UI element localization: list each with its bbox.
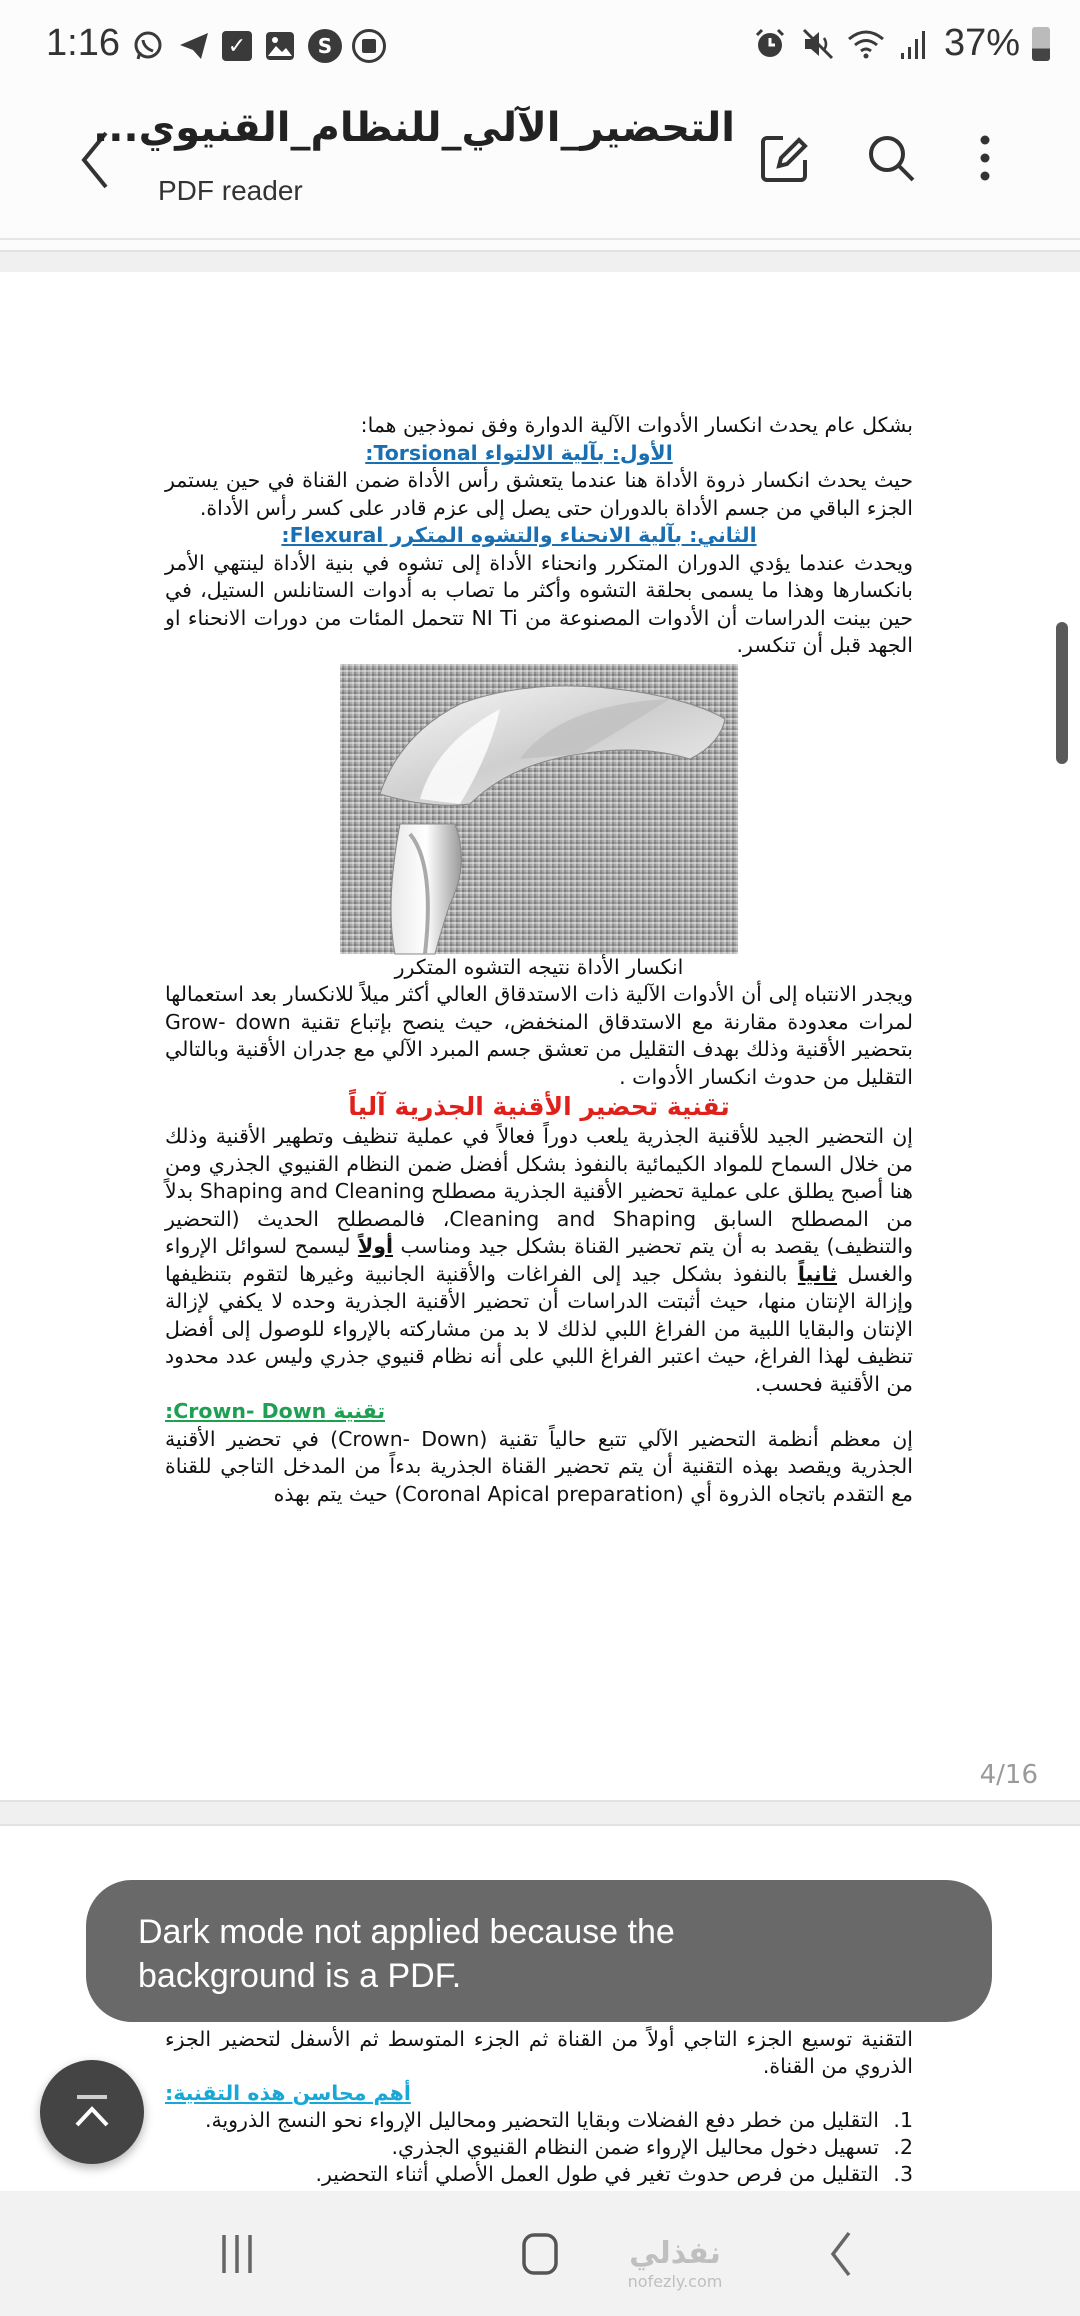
list-number: 2.: [893, 2135, 913, 2159]
taper-paragraph: ويجدر الانتباه إلى أن الأدوات الآلية ذات الاستدقاق العالي أكثر ميلاً للانكسار بعد استعمالها لمرات معدودة مقارنة مع الاستدقاق المنخفض، حيث ينصح بإتباع تقنية Grow- down بتحضير الأقنية وذلك بهدف التقليل من تعشق جسم المبرد الآلي مع جدران الأقنية وبالتالي التقليل من حدوث انكسار الأدوات .: [165, 982, 913, 1089]
recent-apps-icon: [212, 2229, 262, 2279]
mute-icon: [800, 26, 836, 62]
page-gap: [0, 1800, 1080, 1826]
list-item: [165, 2161, 913, 2188]
home-icon: [515, 2229, 565, 2279]
flexural-paragraph: ويحدث عندما يؤدي الدوران المتكرر وانحناء الأداة إلى تشوه في بنية الأداة لينتهي الأمر بانكسارها وهذا ما يسمى بحلقة التشوه وأكثر ما تصاب به أدوات الستانلس الستيل، في حين بينت الدراسات أن الأدوات المصنوعة من NI Ti تتحمل المئات من دورات الانحناء او الجهد قبل أن تنكسر.: [165, 550, 914, 657]
watermark-logo: نفذلي: [629, 2236, 721, 2271]
telegram-icon: [176, 28, 212, 64]
app-bar-divider: [0, 238, 1080, 240]
list-item: [165, 2107, 913, 2134]
battery-icon: [1032, 27, 1050, 61]
second-label: ثانياً: [797, 1261, 838, 1286]
first-label: أولاً: [357, 1234, 393, 1258]
heading-crown-down: تقنية Crown- Down:: [165, 1399, 386, 1423]
list-number: 3.: [893, 2162, 913, 2186]
signal-icon: [896, 26, 932, 62]
toast-notification: [86, 1880, 992, 2022]
pdf-page: [0, 272, 1080, 1800]
page-indicator: 4/16: [979, 1760, 1038, 1790]
status-time: 1:16: [46, 22, 120, 64]
home-button[interactable]: [500, 2219, 580, 2289]
recent-apps-button[interactable]: [197, 2219, 277, 2289]
app-subtitle: PDF reader: [158, 175, 303, 206]
status-bar: [0, 0, 1080, 95]
preparation-text-c: بالنفوذ بشكل جيد إلى الفراغات والأقنية الجانبية وغيرها لتقوم بتنظيفها وإزالة الإنتان منها، حيث أثبتت الدراسات أن تحضير الأقنية الجذرية وحده لا يكفي لإزالة الإنتان والبقايا اللبية من الفراغ اللبي لذلك لا بد من مشاركته بالإرواء للوصول إلى أفضل تنظيف لهذا الفراغ، حيث اعتبر الفراغ اللبي على أنه نظام قنيوي جذري وليس عدد محدود من الأقنية فحسب.: [165, 1261, 913, 1396]
list-text: التقليل من خطر دفع الفضلات وبقايا التحضير ومحاليل الإرواء نحو النسج الذروية.: [204, 2108, 879, 2132]
crown-down-paragraph: إن معظم أنظمة التحضير الآلي تتبع حالياً تقنية (Crown- Down) في تحضير الأقنية الجذرية ويقصد بهذه التقنية أن يتم تحضير القناة الجذرية بدءاً من المدخل التاجي للقناة مع التقدم باتجاه الذروة أي (Coronal Apical preparation) حيث يتم بهذه: [165, 1426, 914, 1506]
gallery-icon: [262, 28, 298, 64]
list-text: تسهيل دخول محاليل الإرواء ضمن النظام القنيوي الجذري.: [391, 2135, 879, 2159]
battery-percent: 37%: [943, 22, 1020, 64]
preparation-text-b: ليسمح لسوائل الإرواء والغسل: [165, 1234, 913, 1286]
section-title: تقنية تحضير الأقنية الجذرية آلياً: [348, 1092, 730, 1121]
navigation-bar: [0, 2191, 1080, 2316]
app-bar: [0, 95, 1080, 235]
preparation-text-a: إن التحضير الجيد للأقنية الجذرية يلعب دوراً فعالاً في عملية تنظيف وتطهير الأقنية وذلك من خلال السماح للمواد الكيمائية بالنفوذ بشكل أفضل ضمن النظام القنيوي الجذري ومن هنا أصبح يطلق على عملية تحضير الأقنية الجذرية مصطلح Shaping and Cleaning بدلاً من المصطلح السابق Cleaning and Shaping، فالمصطلح الحديث (التحضير والتنظيف) يقصد به أن يتم تحضير القناة بشكل جيد ومناسب: [165, 1124, 913, 1258]
list-item: [165, 2134, 913, 2161]
more-options-button[interactable]: [950, 123, 1020, 193]
edit-icon: [757, 130, 813, 186]
watermark: [600, 2236, 750, 2292]
checkbox-icon: ✓: [222, 31, 252, 61]
download-icon: [352, 29, 386, 63]
alarm-icon: [752, 26, 788, 62]
whatsapp-icon: [130, 28, 166, 64]
list-text: التقليل من فرص حدوث تغير في طول العمل الأصلي أثناء التحضير.: [315, 2162, 879, 2186]
heading-flexural: الثاني: بآلية الانحناء والتشوه المتكرر Flexural:: [281, 523, 757, 547]
heading-torsional: الأول: بآلية الالتواء Torsional:: [365, 440, 673, 465]
scroll-to-top-icon: [67, 2087, 117, 2137]
list-number: 1.: [893, 2108, 913, 2132]
search-button[interactable]: [856, 123, 926, 193]
next-page-paragraph: التقنية توسيع الجزء التاجي أولاً من القناة ثم الجزء المتوسط ثم الأسفل لتحضير الجزء الذروي من القناة.: [165, 2027, 913, 2078]
system-icons: [752, 22, 1050, 65]
scrollbar-thumb[interactable]: [1056, 622, 1068, 764]
watermark-url: nofezly.com: [627, 2272, 723, 2291]
torsional-paragraph: حيث يحدث انكسار ذروة الأداة هنا عندما يتعشق رأس الأداة ضمن القناة في حين يستمر الجزء الباقي من جسم الأداة بالدوران حتى يصل إلى عزم قادر على كسر رأس الأداة.: [165, 468, 913, 520]
intro-text: بشكل عام يحدث انكسار الأدوات الآلية الدوارة وفق نموذجين هما:: [360, 413, 913, 437]
notification-icons: [130, 28, 386, 64]
scroll-to-top-button[interactable]: [40, 2060, 144, 2164]
preparation-paragraph: [165, 1123, 913, 1398]
s-app-icon: S: [308, 29, 342, 63]
next-page-content: [165, 2026, 913, 2188]
page-gap: [0, 250, 1080, 274]
document-title: التحضير_الآلي_للنظام_القنيوي...: [93, 105, 735, 151]
wifi-icon: [848, 26, 884, 62]
nav-back-button[interactable]: [800, 2219, 880, 2289]
page-content: [165, 412, 913, 1508]
search-icon: [863, 130, 919, 186]
figure-caption: انكسار الأداة نتيجه التشوه المتكرر: [394, 954, 684, 979]
advantages-list: [165, 2107, 913, 2188]
more-options-icon: [975, 130, 995, 186]
advantages-heading: أهم محاسن هذه التقنية:: [165, 2081, 411, 2105]
edit-button[interactable]: [750, 123, 820, 193]
fractured-file-image: [340, 664, 738, 954]
toast-message: Dark mode not applied because the background is a PDF.: [138, 1913, 675, 1995]
back-icon: [815, 2229, 865, 2279]
